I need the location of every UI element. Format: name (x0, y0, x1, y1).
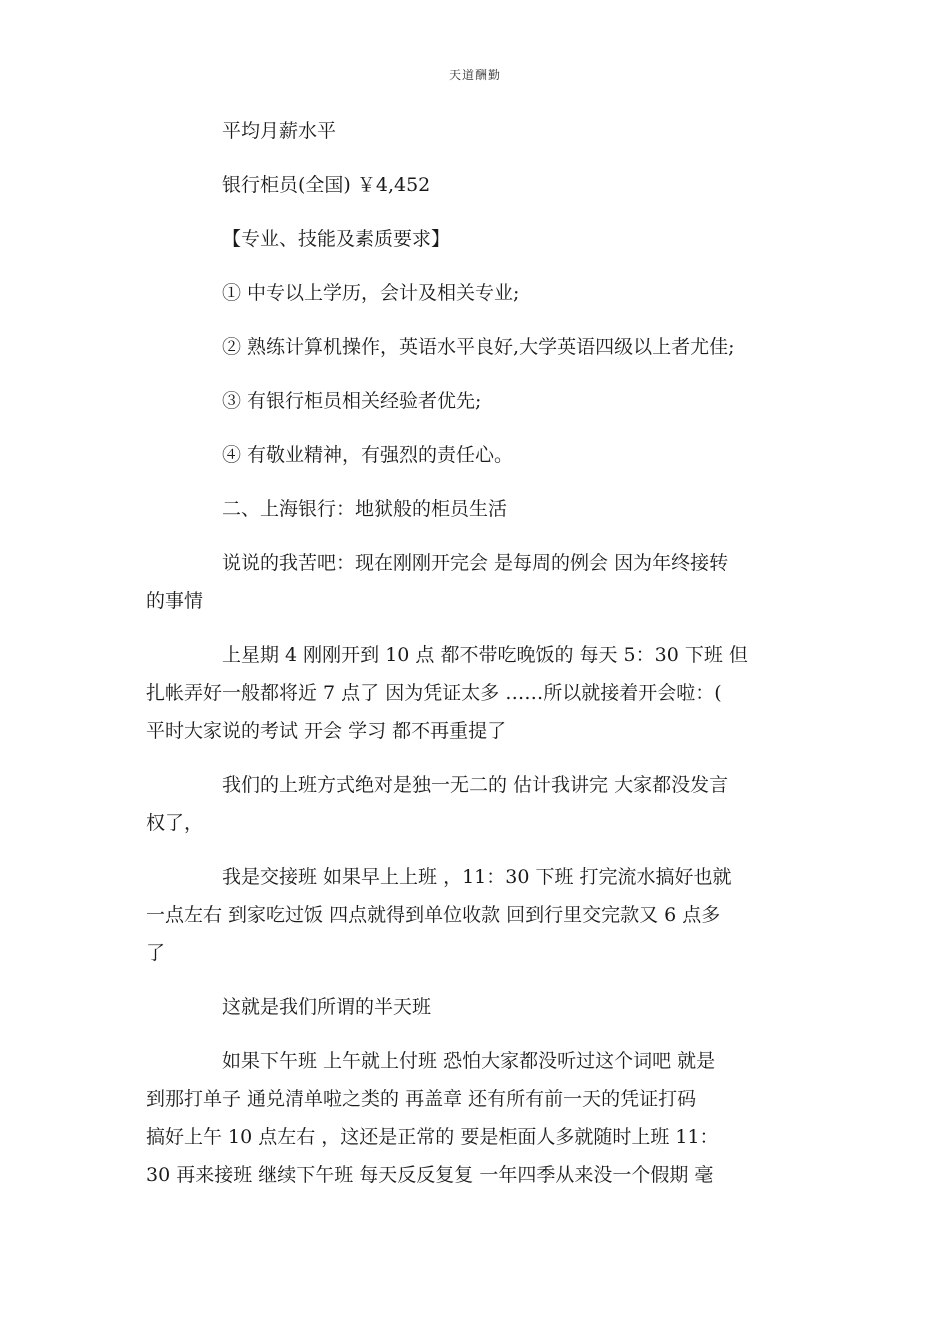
paragraph-last-week (146, 636, 816, 750)
paragraph-complaint (146, 544, 816, 620)
paragraph-afternoon-shift (146, 1042, 816, 1194)
paragraph-requirements-heading: 【专业、技能及素质要求】 (222, 228, 451, 250)
paragraph-salary-heading: 平均月薪水平 (222, 120, 337, 142)
paragraph-line: 上星期 4 刚刚开到 10 点 都不带吃晚饭的 每天 5：30 下班 但 (222, 644, 748, 666)
paragraph-line: 我们的上班方式绝对是独一无二的 估计我讲完 大家都没发言 (222, 774, 729, 796)
paragraph-line: 搞好上午 10 点左右 ，这还是正常的 要是柜面人多就随时上班 11： (146, 1126, 719, 1148)
paragraph-shift (146, 858, 816, 972)
paragraph-line: 说说的我苦吧：现在刚刚开完会 是每周的例会 因为年终接转 (222, 552, 729, 574)
paragraph-line: 30 再来接班 继续下午班 每天反反复复 一年四季从来没一个假期 毫 (146, 1164, 714, 1186)
paragraph-line: 了 (146, 942, 166, 964)
requirement-item-2: ② 熟练计算机操作，英语水平良好,大学英语四级以上者尤佳; (222, 336, 735, 358)
requirement-item-4: ④ 有敬业精神，有强烈的责任心。 (222, 444, 514, 466)
section-heading: 二、上海银行：地狱般的柜员生活 (222, 498, 508, 520)
paragraph-line: 权了， (146, 812, 204, 834)
paragraph-salary-value: 银行柜员(全国) ￥4,452 (222, 174, 431, 196)
paragraph-line: 扎帐弄好一般都将近 7 点了 因为凭证太多 ……所以就接着开会啦：( (146, 682, 722, 704)
paragraph-line: 到那打单子 通兑清单啦之类的 再盖章 还有所有前一天的凭证打码 (146, 1088, 697, 1110)
page-header: 天道酬勤 (448, 68, 501, 82)
paragraph-half-day: 这就是我们所谓的半天班 (222, 996, 432, 1018)
paragraph-work-style (146, 766, 816, 842)
paragraph-line: 我是交接班 如果早上上班 ，11：30 下班 打完流水搞好也就 (222, 866, 732, 888)
paragraph-line: 的事情 (146, 590, 204, 612)
paragraph-line: 如果下午班 上午就上付班 恐怕大家都没听过这个词吧 就是 (222, 1050, 716, 1072)
paragraph-line: 一点左右 到家吃过饭 四点就得到单位收款 回到行里交完款又 6 点多 (146, 904, 721, 926)
paragraph-line: 平时大家说的考试 开会 学习 都不再重提了 (146, 720, 507, 742)
requirement-item-1: ① 中专以上学历，会计及相关专业; (222, 282, 520, 304)
requirement-item-3: ③ 有银行柜员相关经验者优先; (222, 390, 482, 412)
document-body (146, 112, 816, 1210)
